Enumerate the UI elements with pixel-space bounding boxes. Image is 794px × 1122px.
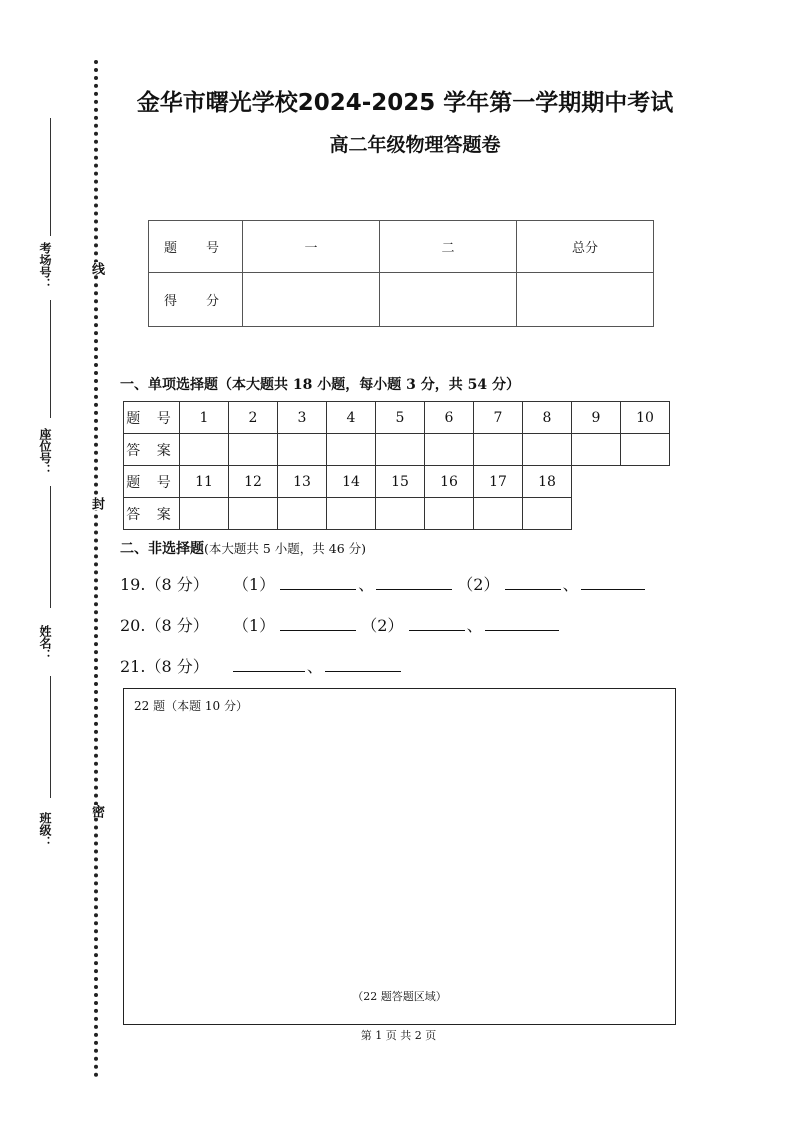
q19-part1-label: （1） — [232, 575, 276, 594]
question-21 — [120, 654, 401, 677]
q20-part2-label: （2） — [361, 616, 404, 635]
q-number: 1 — [180, 402, 229, 434]
q19-blank-3[interactable] — [505, 588, 561, 590]
question-20 — [120, 613, 559, 636]
seal-char-secret: 密 — [89, 805, 104, 818]
row1-answer-label: 答 案 — [124, 434, 180, 466]
score-cell-total[interactable] — [517, 273, 654, 327]
q19-separator-2: 、 — [562, 575, 579, 594]
answer-cell[interactable] — [474, 498, 523, 530]
score-cell-part1[interactable] — [243, 273, 380, 327]
q19-blank-1[interactable] — [280, 588, 356, 590]
q-number: 5 — [376, 402, 425, 434]
q-number: 9 — [572, 402, 621, 434]
name-label: 姓名： — [38, 625, 52, 661]
q-number: 3 — [278, 402, 327, 434]
answer-cell[interactable] — [572, 434, 621, 466]
score-row-label: 得 分 — [149, 273, 243, 327]
q-number: 8 — [523, 402, 572, 434]
q-number: 15 — [376, 466, 425, 498]
answer-cell[interactable] — [621, 434, 670, 466]
score-col-part1: 一 — [243, 221, 380, 273]
row1-number-label: 题 号 — [124, 402, 180, 434]
q-number: 18 — [523, 466, 572, 498]
q20-blank-3[interactable] — [485, 629, 559, 631]
answer-cell[interactable] — [376, 498, 425, 530]
q19-number: 19.（8 分） — [120, 575, 209, 594]
section2-title: 二、非选择题 — [120, 541, 204, 557]
q19-separator: 、 — [358, 575, 375, 594]
seal-char-line: 线 — [89, 262, 104, 275]
seat-label: 座位号： — [38, 428, 52, 476]
answer-cell[interactable] — [180, 498, 229, 530]
answer-cell[interactable] — [425, 434, 474, 466]
seal-char-seal: 封 — [89, 497, 104, 510]
score-cell-part2[interactable] — [380, 273, 517, 327]
q-number: 7 — [474, 402, 523, 434]
class-line-top — [50, 676, 51, 798]
q20-number: 20.（8 分） — [120, 616, 209, 635]
choice-answer-table — [123, 401, 670, 530]
exam-room-line — [50, 118, 51, 236]
q22-title: 22 题（本题 10 分） — [134, 699, 248, 713]
q-number: 16 — [425, 466, 474, 498]
binding-dotted-line — [94, 60, 98, 1078]
answer-cell[interactable] — [278, 434, 327, 466]
q22-answer-box[interactable] — [123, 688, 676, 1025]
q20-part1-label: （1） — [232, 616, 276, 635]
q-number: 2 — [229, 402, 278, 434]
answer-cell[interactable] — [425, 498, 474, 530]
answer-cell[interactable] — [474, 434, 523, 466]
question-19 — [120, 572, 645, 595]
q-number: 12 — [229, 466, 278, 498]
q20-blank-1[interactable] — [280, 629, 356, 631]
score-col-part2: 二 — [380, 221, 517, 273]
q-number: 4 — [327, 402, 376, 434]
q21-blank-1[interactable] — [233, 670, 305, 672]
section1-heading: 一、单项选择题（本大题共 18 小题，每小题 3 分，共 54 分） — [120, 377, 520, 393]
page-number: 第 1 页 共 2 页 — [360, 1029, 437, 1042]
exam-room-label: 考场号： — [38, 242, 52, 290]
row2-number-label: 题 号 — [124, 466, 180, 498]
exam-title: 金华市曙光学校2024-2025 学年第一学期期中考试 — [136, 90, 674, 116]
score-col-number: 题 号 — [149, 221, 243, 273]
q-number: 13 — [278, 466, 327, 498]
answer-cell[interactable] — [327, 498, 376, 530]
answer-cell[interactable] — [523, 434, 572, 466]
exam-subtitle: 高二年级物理答题卷 — [329, 134, 501, 156]
q21-blank-2[interactable] — [325, 670, 401, 672]
seat-line-top — [50, 300, 51, 418]
q-number: 10 — [621, 402, 670, 434]
answer-cell[interactable] — [523, 498, 572, 530]
row2-answer-label: 答 案 — [124, 498, 180, 530]
q-number: 14 — [327, 466, 376, 498]
section2-heading — [120, 538, 366, 558]
q19-blank-4[interactable] — [581, 588, 645, 590]
q-number: 6 — [425, 402, 474, 434]
q19-blank-2[interactable] — [376, 588, 452, 590]
q21-separator: 、 — [306, 657, 323, 676]
q20-separator: 、 — [466, 616, 483, 635]
answer-cell[interactable] — [327, 434, 376, 466]
answer-cell[interactable] — [229, 498, 278, 530]
q-number: 17 — [474, 466, 523, 498]
section2-note: (本大题共 5 小题，共 46 分) — [204, 541, 367, 556]
answer-cell[interactable] — [376, 434, 425, 466]
class-label: 班级： — [38, 812, 52, 848]
q20-blank-2[interactable] — [409, 629, 465, 631]
q21-number: 21.（8 分） — [120, 657, 209, 676]
name-line-top — [50, 486, 51, 608]
answer-cell[interactable] — [180, 434, 229, 466]
q-number: 11 — [180, 466, 229, 498]
score-col-total: 总分 — [517, 221, 654, 273]
q19-part2-label: （2） — [457, 575, 500, 594]
q22-area-label: （22 题答题区域） — [352, 990, 447, 1003]
answer-cell[interactable] — [278, 498, 327, 530]
answer-cell[interactable] — [229, 434, 278, 466]
score-table — [148, 220, 654, 327]
